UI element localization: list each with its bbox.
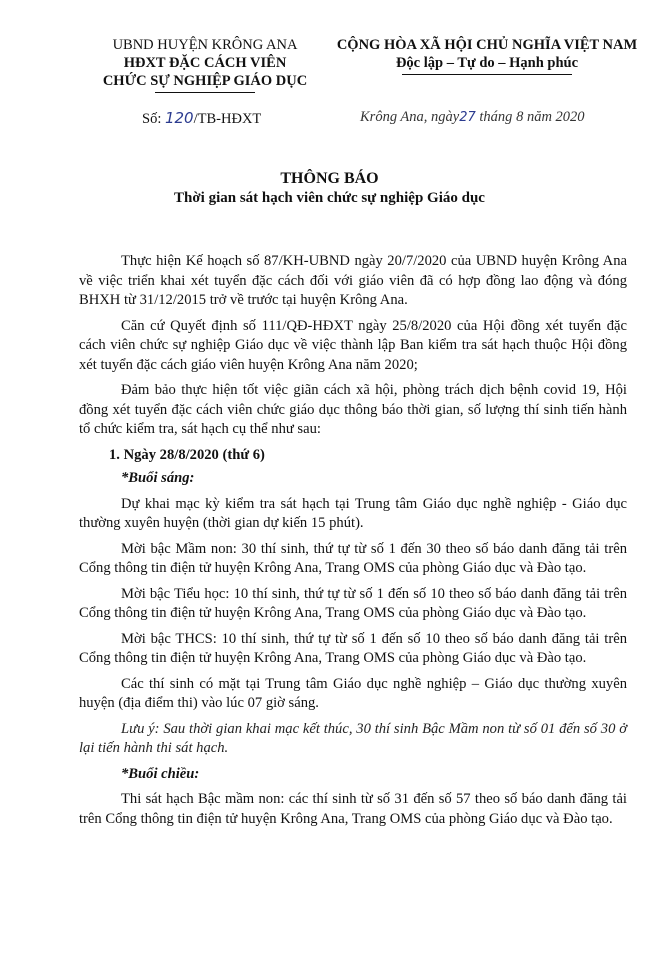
paragraph-announcement: Đảm bảo thực hiện tốt việc giãn cách xã hội, phòng trách dịch bệnh covid 19, Hội đồng xét tuyển đặc cách viên chức giáo dục thông báo thời gian, số lượng thí sinh tiến hành tổ chức kiểm tra, sát hạch cụ thể như sau: [79, 382, 627, 437]
paragraph-decision: Căn cứ Quyết định số 111/QĐ-HĐXT ngày 25/8/2020 của Hội đồng xét tuyển đặc cách viên chức sự nghiệp Giáo dục về việc thành lập Ban kiểm tra sát hạch thuộc Hội đồng xét tuyển đặc cách giáo viên huyện Krông Ana năm 2020; [79, 317, 627, 373]
paragraph-opening: Dự khai mạc kỳ kiểm tra sát hạch tại Trung tâm Giáo dục nghề nghiệp - Giáo dục thường xuyên huyện (thời gian dự kiến 15 phút). [79, 495, 627, 531]
document-subtitle: Thời gian sát hạch viên chức sự nghiệp Giáo dục [174, 190, 485, 206]
date-year: năm 2020 [526, 109, 585, 125]
paragraph-plan: Thực hiện Kế hoạch số 87/KH-UBND ngày 20/7/2020 của UBND huyện Krông Ana về việc triển khai xét tuyển đặc cách đối với giáo viên đã có hợp đồng lao động và đóng BHXH từ 31/12/2015 trở về trước tại huyện Krông Ana. [79, 253, 627, 308]
document-title: THÔNG BÁO [280, 170, 379, 187]
date-day: 27 [459, 110, 476, 125]
subheading-morning: *Buổi sáng: [121, 470, 195, 486]
issuer-line-3: CHỨC SỰ NGHIỆP GIÁO DỤC [102, 73, 308, 89]
date-month-label: tháng [479, 109, 513, 125]
document-number-suffix: /TB-HĐXT [193, 111, 262, 127]
national-title: CỘNG HÒA XÃ HỘI CHỦ NGHĨA VIỆT NAM [336, 37, 638, 53]
date-place: Krông Ana, ngày [360, 109, 460, 125]
paragraph-secondary: Mời bậc THCS: 10 thí sinh, thứ tự từ số 1 đến số 10 theo số báo danh đăng tải trên Cổng thông tin điện tử huyện Krông Ana, Trang OMS của phòng Giáo dục và Đào tạo. [79, 630, 627, 666]
paragraph-attendance: Các thí sinh có mặt tại Trung tâm Giáo dục nghề nghiệp – Giáo dục thường xuyên huyện (địa điểm thi) vào lúc 07 giờ sáng. [79, 675, 627, 711]
motto-underline [402, 74, 572, 75]
document-number-value: 120 [164, 109, 194, 127]
issuer-block [80, 36, 330, 93]
document-body [79, 252, 627, 835]
national-motto-block [322, 36, 652, 75]
issuer-line-1: UBND HUYỆN KRÔNG ANA [112, 37, 298, 53]
paragraph-primary: Mời bậc Tiểu học: 10 thí sinh, thứ tự từ số 1 đến số 10 theo số báo danh đăng tải trên Cổng thông tin điện tử huyện Krông Ana, Trang OMS của phòng Giáo dục và Đào tạo. [79, 585, 627, 621]
document-number [142, 109, 261, 128]
date-month: 8 [516, 109, 524, 125]
subheading-afternoon: *Buổi chiều: [121, 765, 200, 782]
issue-date [360, 109, 585, 126]
document-number-prefix: Số: [142, 111, 162, 127]
paragraph-afternoon-exam: Thi sát hạch Bậc mầm non: các thí sinh từ số 31 đến số 57 theo số báo danh đăng tải trên Cổng thông tin điện tử huyện Krông Ana, Trang OMS của phòng Giáo dục và Đào tạo. [79, 791, 627, 827]
section-heading-day1: 1. Ngày 28/8/2020 (thứ 6) [109, 446, 265, 463]
issuer-line-2: HĐXT ĐẶC CÁCH VIÊN [123, 55, 287, 71]
national-motto: Độc lập – Tự do – Hạnh phúc [395, 55, 579, 71]
issuer-underline [155, 92, 255, 93]
paragraph-note: Lưu ý: Sau thời gian khai mạc kết thúc, 30 thí sinh Bậc Mầm non từ số 01 đến số 30 ở lại tiến hành thi sát hạch. [79, 720, 627, 756]
paragraph-preschool: Mời bậc Mầm non: 30 thí sinh, thứ tự từ số 1 đến 30 theo số báo danh đăng tải trên Cổng thông tin điện tử huyện Krông Ana, Trang OMS của phòng Giáo dục và Đào tạo. [79, 540, 627, 576]
